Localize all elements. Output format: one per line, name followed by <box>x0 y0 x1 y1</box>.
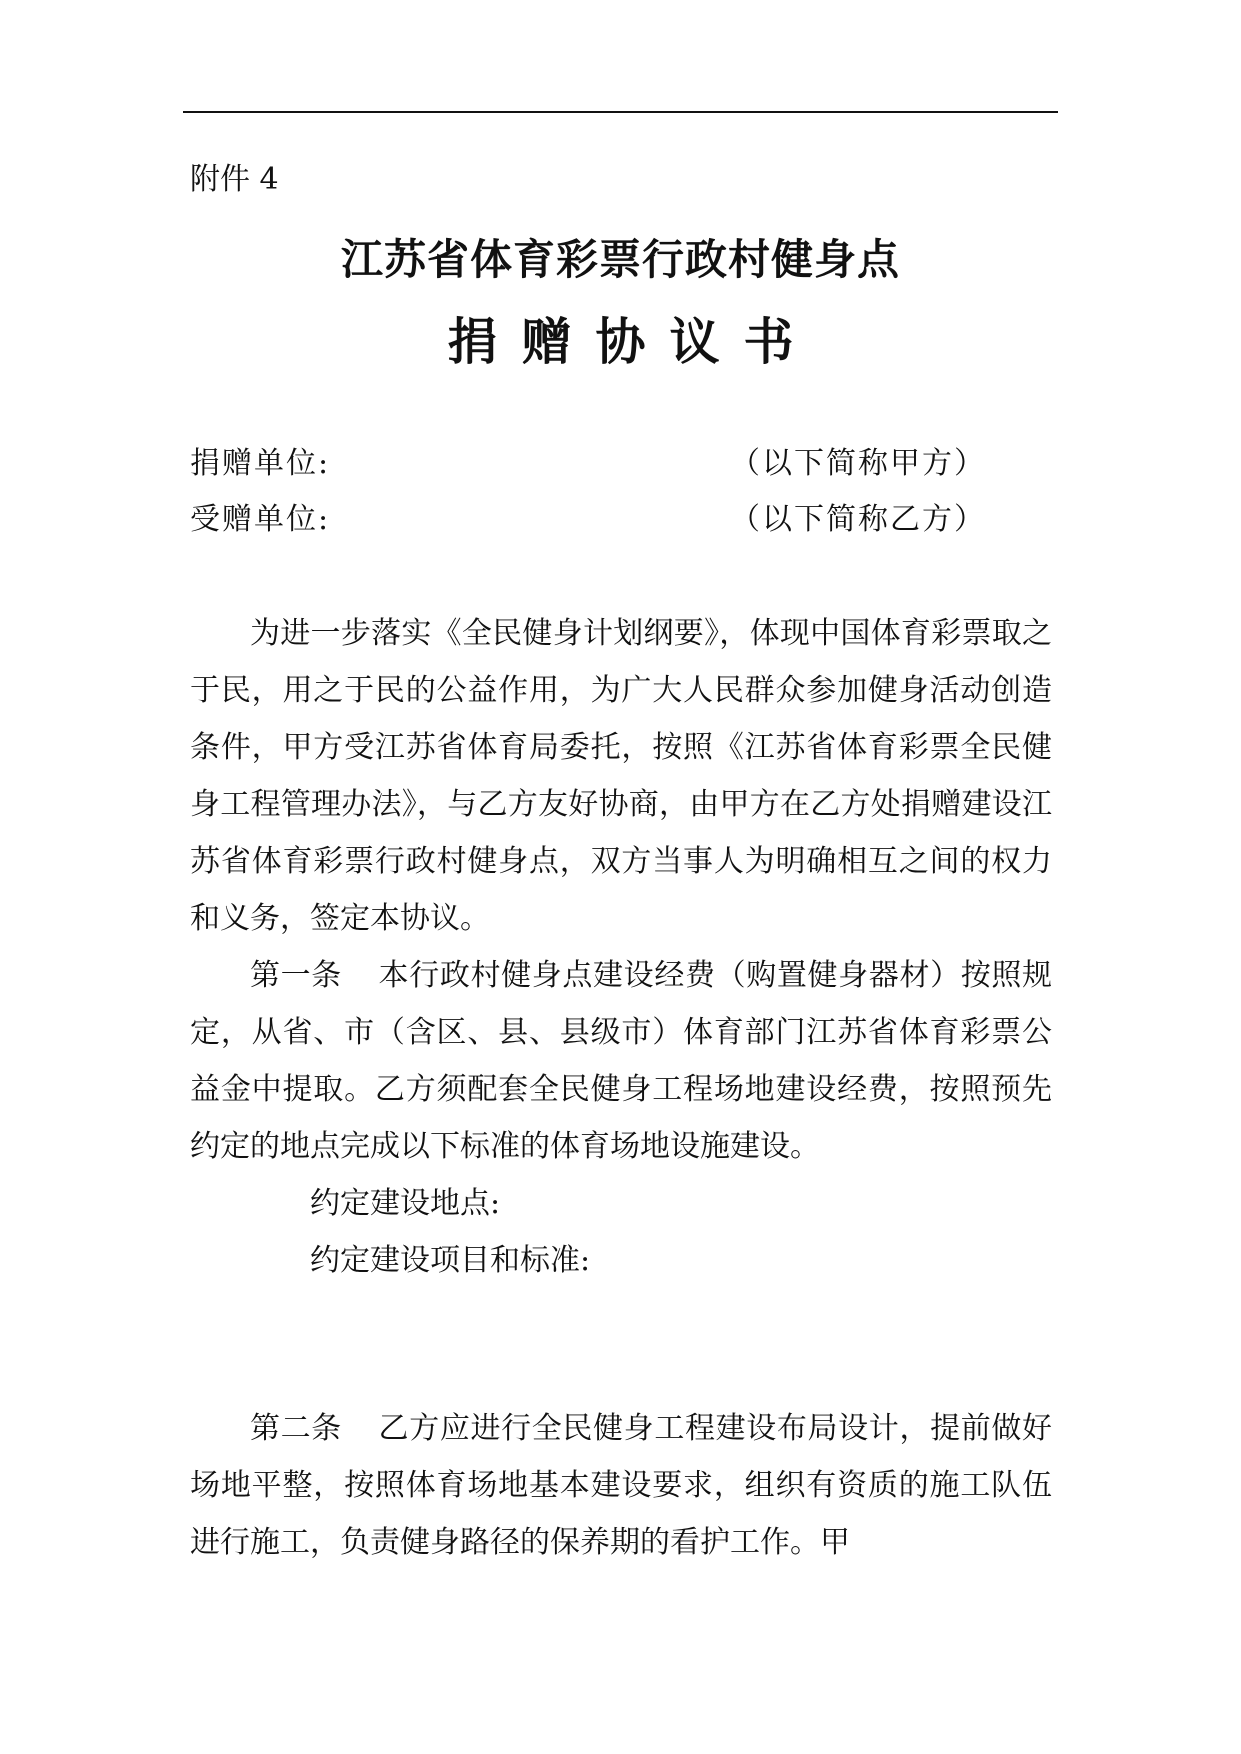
recipient-label: 受赠单位: <box>190 502 331 537</box>
donor-label: 捐赠单位: <box>190 446 331 481</box>
agreed-items-section <box>190 1232 1052 1289</box>
clause-1-section <box>190 947 1052 1175</box>
document-subtitle: 捐赠协议书 <box>447 312 818 371</box>
agreed-location-section <box>190 1175 1052 1232</box>
clause-2-heading: 第二条 <box>250 1411 342 1446</box>
clause-2-paragraph <box>190 1400 1052 1571</box>
recipient-note: （以下简称乙方） <box>730 502 986 537</box>
clause-2-section <box>190 1400 1052 1571</box>
clause-1-heading: 第一条 <box>250 958 342 993</box>
clause-1-paragraph <box>190 947 1052 1175</box>
clause-2-text: 乙方应进行全民健身工程建设布局设计，提前做好场地平整，按照体育场地基本建设要求，组织有资质的施工队伍进行施工，负责健身路径的保养期的看护工作。甲 <box>190 1411 1053 1560</box>
annex-label: 附件 4 <box>190 162 279 197</box>
clause-1-text: 本行政村健身点建设经费（购置健身器材）按照规定，从省、市（含区、县、县级市）体育部门江苏省体育彩票公益金中提取。乙方须配套全民健身工程场地建设经费，按照预先约定的地点完成以下标准的体育场地设施建设。 <box>190 958 1053 1164</box>
preamble-section <box>190 605 1052 947</box>
header-rule <box>183 111 1058 113</box>
agreed-items-label: 约定建设项目和标准: <box>310 1243 591 1278</box>
preamble-paragraph: 为进一步落实《全民健身计划纲要》，体现中国体育彩票取之于民，用之于民的公益作用，为广大人民群众参加健身活动创造条件，甲方受江苏省体育局委托，按照《江苏省体育彩票全民健身工程管理办法》，与乙方友好协商，由甲方在乙方处捐赠建设江苏省体育彩票行政村健身点，双方当事人为明确相互之间的权力和义务，签定本协议。 <box>190 616 1052 936</box>
document-title: 江苏省体育彩票行政村健身点 <box>340 235 900 284</box>
agreed-location-label: 约定建设地点: <box>310 1186 501 1221</box>
donor-note: （以下简称甲方） <box>730 446 986 481</box>
